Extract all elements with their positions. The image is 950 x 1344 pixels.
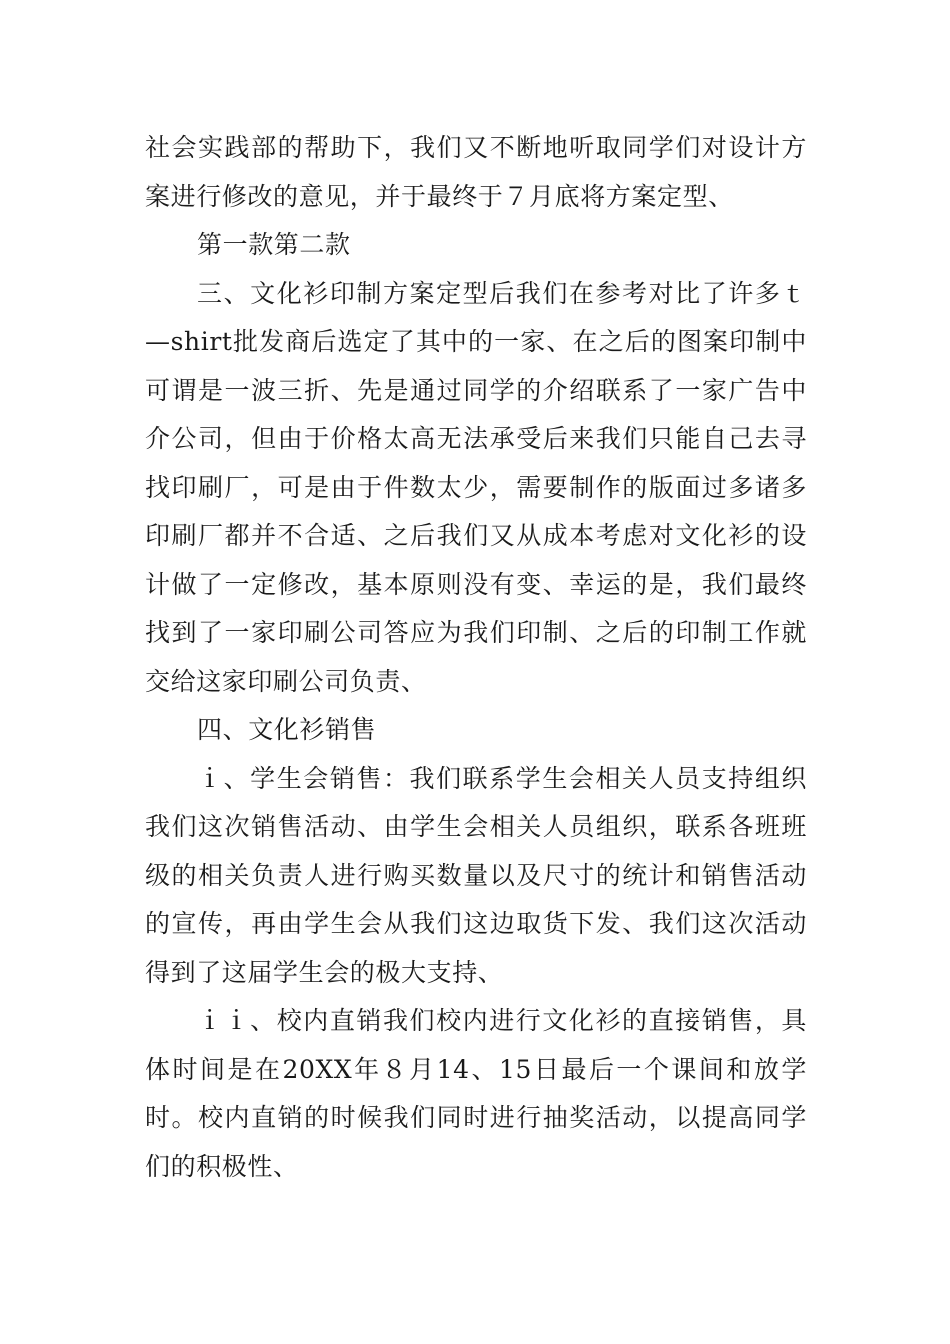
paragraph-student-union-sales: ｉ、学生会销售：我们联系学生会相关人员支持组织我们这次销售活动、由学生会相关人员组织，联系各班班级的相关负责人进行购买数量以及尺寸的统计和销售活动的宣传，再由学生会从我们这边取货下发、我们这次活动得到了这届学生会的极大支持、 (145, 763, 807, 987)
document-body (145, 124, 807, 1191)
paragraph-campus-direct-sales: ｉｉ、校内直销我们校内进行文化衫的直接销售，具体时间是在20XX年８月14、15日最后一个课间和放学时。校内直销的时候我们同时进行抽奖活动，以提高同学们的积极性、 (145, 1006, 807, 1181)
section-heading-sales: 四、文化衫销售 (197, 715, 377, 744)
paragraph-printing: 三、文化衫印制方案定型后我们在参考对比了许多ｔ—shirt批发商后选定了其中的一家、在之后的图案印制中可谓是一波三折、先是通过同学的介绍联系了一家广告中介公司，但由于价格太高无法承受后来我们只能自己去寻找印刷厂，可是由于件数太少，需要制作的版面过多诸多印刷厂都并不合适、之后我们又从成本考虑对文化衫的设计做了一定修改，基本原则没有变、幸运的是，我们最终找到了一家印刷公司答应为我们印制、之后的印制工作就交给这家印刷公司负责、 (145, 278, 807, 696)
paragraph-practice-department: 社会实践部的帮助下，我们又不断地听取同学们对设计方案进行修改的意见，并于最终于７月底将方案定型、 (145, 133, 807, 211)
paragraph-design-styles: 第一款第二款 (197, 230, 351, 259)
